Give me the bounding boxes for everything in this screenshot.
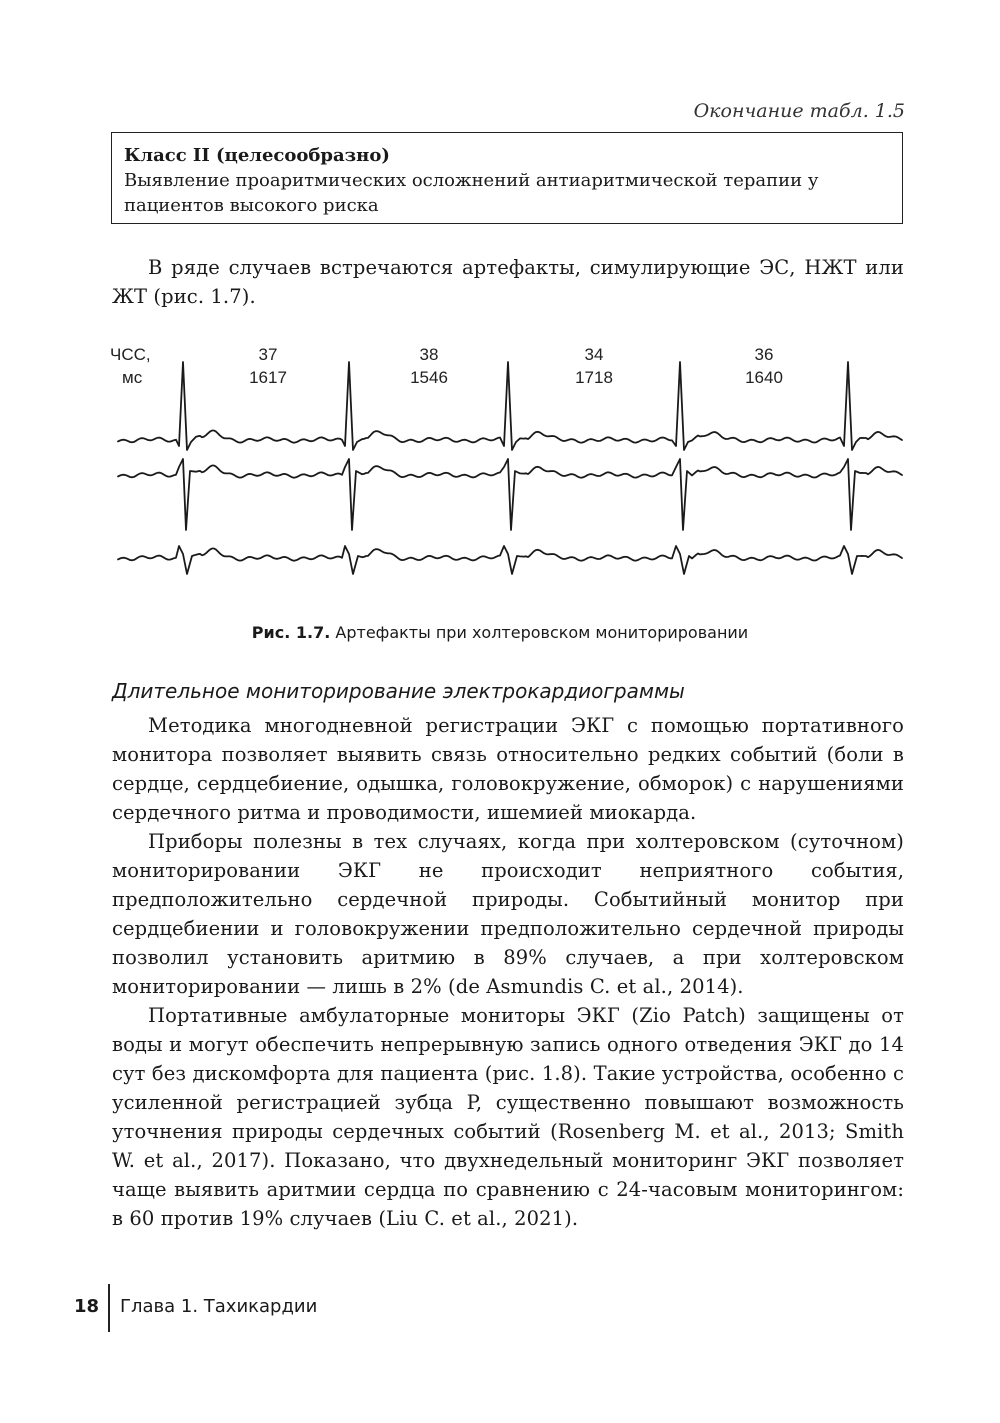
ecg-trace-3 — [118, 546, 902, 574]
interval-hr-1: 37 — [258, 345, 278, 364]
interval-hr-3: 34 — [584, 345, 604, 364]
hr-row-label: ЧСС, — [110, 345, 151, 364]
intro-paragraph — [112, 253, 904, 311]
interval-ms-2: 1546 — [410, 368, 448, 387]
chapter-title: Глава 1. Тахикардии — [120, 1296, 318, 1317]
interval-ms-4: 1640 — [745, 368, 783, 387]
ecg-figure — [110, 340, 910, 600]
page-number: 18 — [74, 1296, 100, 1317]
table-continuation-label: Окончание табл. 1.5 — [693, 100, 905, 122]
ms-row-label: мс — [122, 368, 143, 387]
table-class-text: Выявление проаритмических осложнений антиаритмической терапии у пациентов высокого риска — [124, 170, 819, 216]
footer-divider — [108, 1284, 110, 1332]
paragraph-2: Приборы полезны в тех случаях, когда при холтеровском (суточном) мониторировании ЭКГ не происходит неприятного события, предположительно сердечной природы. Событийный монитор при сердцебиении и головокружении предположительно сердечной природы позволил установить аритмию в 89% случаев, а при холтеровском мониторировании — лишь в 2% (de Asmundis C. et al., 2014). — [112, 830, 904, 998]
figure-caption — [0, 623, 1000, 642]
interval-hr-2: 38 — [419, 345, 439, 364]
figure-caption-label: Рис. 1.7. — [251, 623, 331, 642]
paragraph-3: Портативные амбулаторные мониторы ЭКГ (Zio Patch) защищены от воды и могут обеспечить непрерывную запись одного отведения ЭКГ до 14 сут без дискомфорта для пациента (рис. 1.8). Такие устройства, особенно с усиленной регистрацией зубца P, существенно повышают возможность уточнения природы сердечных событий (Rosenberg M. et al., 2013; Smith W. et al., 2017). Показано, что двухнедельный мониторинг ЭКГ позволяет чаще выявить аритмии сердца по сравнению с 24-часовым мониторингом: в 60 против 19% случаев (Liu C. et al., 2021). — [112, 1004, 904, 1230]
ecg-trace-1 — [118, 362, 902, 450]
interval-ms-1: 1617 — [249, 368, 287, 387]
interval-ms-3: 1718 — [575, 368, 613, 387]
ecg-trace-2 — [118, 459, 902, 530]
interval-hr-4: 36 — [754, 345, 774, 364]
figure-caption-text: Артефакты при холтеровском мониторировании — [335, 623, 749, 642]
table-class-title: Класс II (целесообразно) — [124, 145, 390, 166]
table-row-box — [111, 132, 903, 224]
paragraph-1: Методика многодневной регистрации ЭКГ с помощью портативного монитора позволяет выявить связь относительно редких событий (боли в сердце, сердцебиение, одышка, головокружение, обморок) с нарушениями сердечного ритма и проводимости, ишемией миокарда. — [112, 714, 904, 824]
intro-paragraph-text: В ряде случаев встречаются артефакты, симулирующие ЭС, НЖТ или ЖТ (рис. 1.7). — [112, 256, 904, 308]
section-title: Длительное мониторирование электрокардиограммы — [112, 679, 685, 703]
main-text — [112, 711, 904, 1233]
